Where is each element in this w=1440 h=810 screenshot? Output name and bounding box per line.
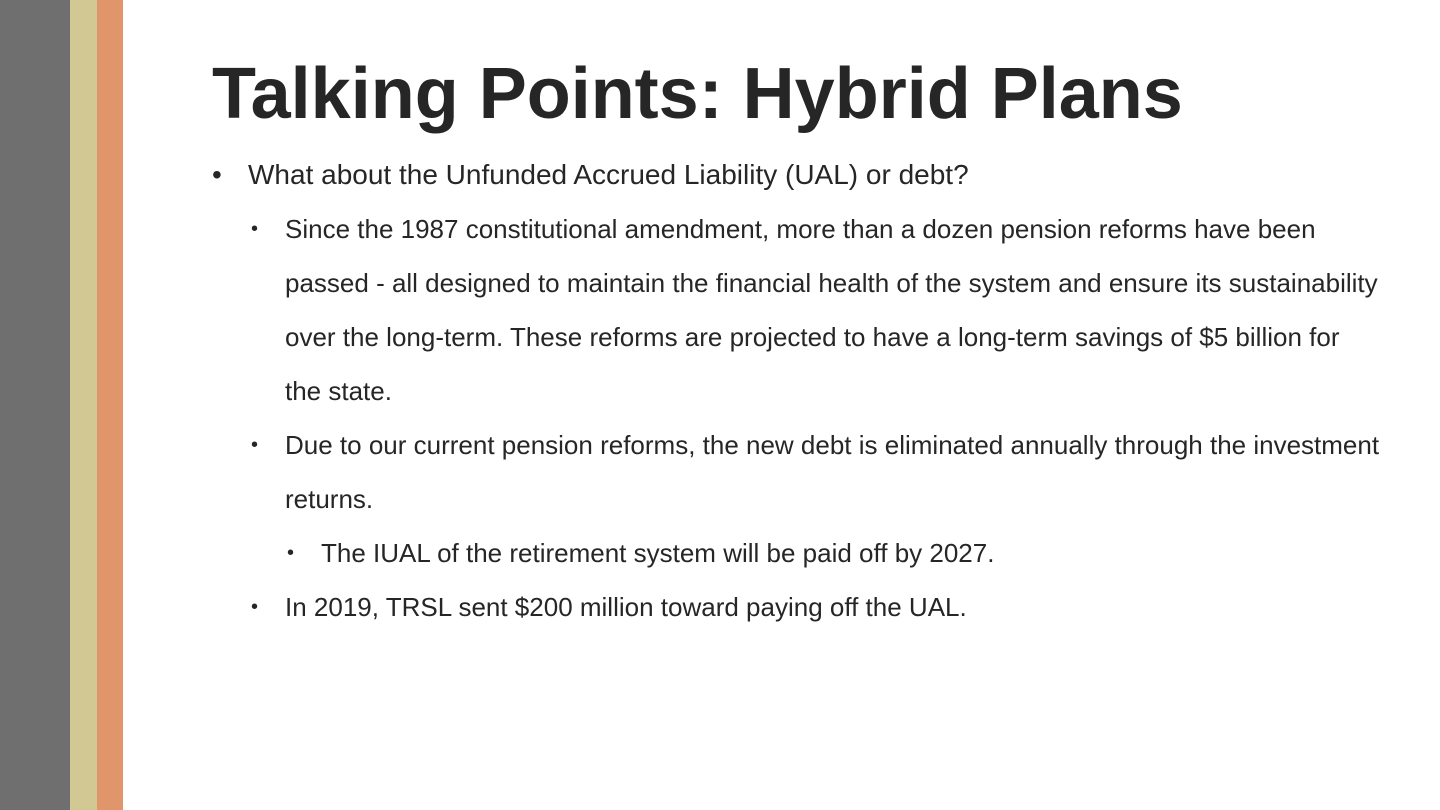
bullet-icon: • xyxy=(251,218,259,240)
bullet-icon: • xyxy=(212,159,222,190)
slide-title: Talking Points: Hybrid Plans xyxy=(212,54,1183,134)
bullet-text: What about the Unfunded Accrued Liability (UAL) or debt? xyxy=(248,159,969,190)
sub-bullet-item xyxy=(212,202,1382,418)
decorative-stripe-gray xyxy=(0,0,70,810)
sub-bullet-item xyxy=(212,418,1382,526)
sub-sub-bullet-item xyxy=(212,526,1382,580)
bullet-text: In 2019, TRSL sent $200 million toward paying off the UAL. xyxy=(285,592,967,622)
bullet-text: The IUAL of the retirement system will be paid off by 2027. xyxy=(321,538,995,568)
sub-bullet-item xyxy=(212,580,1382,634)
bullet-text: Since the 1987 constitutional amendment, more than a dozen pension reforms have been passed - all designed to maintain the financial health of the system and ensure its sustainability over the long-term. These reforms are projected to have a long-term savings of $5 billion for the state. xyxy=(285,214,1378,406)
bullet-text: Due to our current pension reforms, the new debt is eliminated annually through the investment returns. xyxy=(285,430,1380,514)
bullet-icon: • xyxy=(251,434,259,456)
bullet-list xyxy=(212,148,1382,634)
bullet-icon: • xyxy=(251,596,259,618)
decorative-stripe-tan xyxy=(70,0,97,810)
decorative-stripe-orange xyxy=(97,0,123,810)
bullet-icon: • xyxy=(287,542,295,564)
bullet-item xyxy=(212,148,1382,202)
